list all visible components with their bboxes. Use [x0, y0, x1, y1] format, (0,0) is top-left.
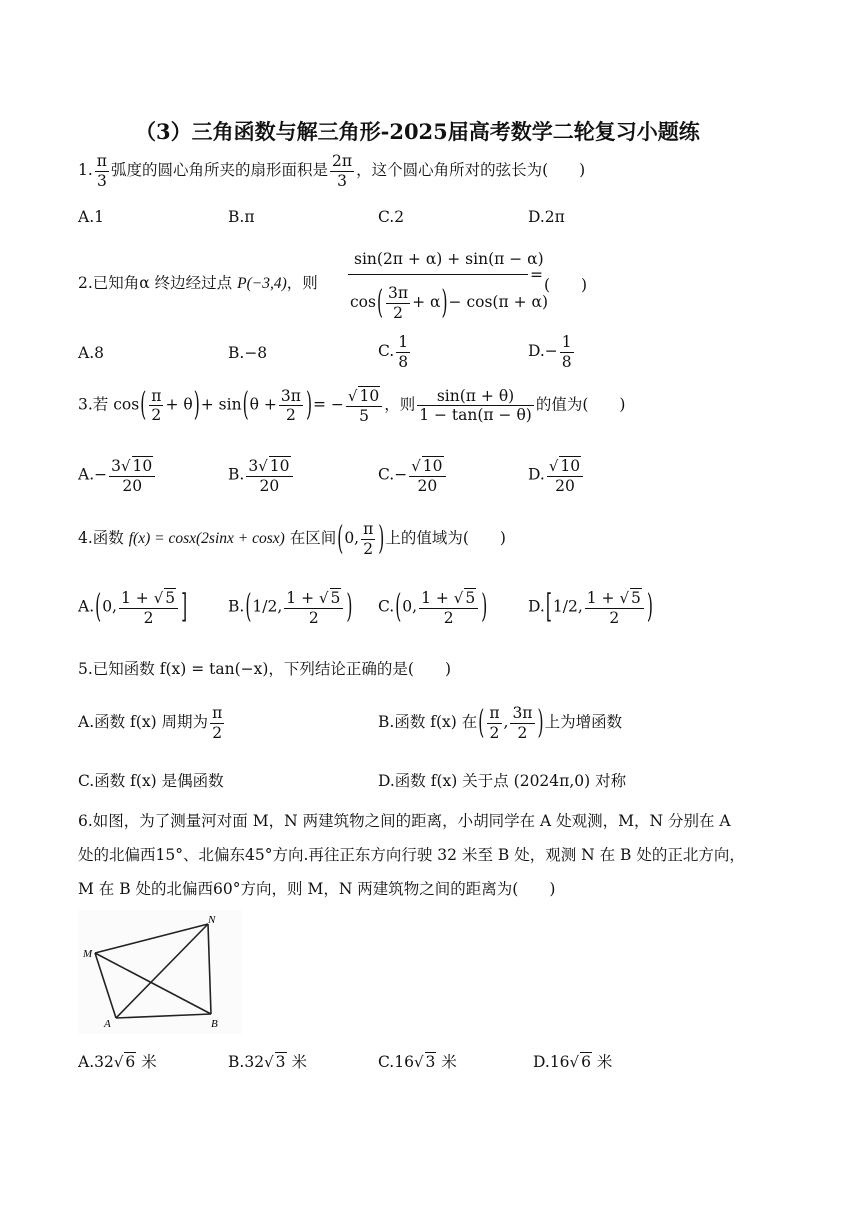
question-6-line-3: M 在 B 处的北偏西60°方向，则 M，N 两建筑物之间的距离为( ) — [78, 880, 556, 898]
question-3-option-c: C.− $\frac{√ 10}{20}$ — [378, 456, 448, 495]
question-2-stem: 2.已知角α 终边经过点 P(−3,4)，则 — [78, 274, 318, 292]
question-6-line-2: 处的北偏西15°、北偏东45°方向.再往正东方向行驶 32 米至 B 处，观测 N 在 B 处的正北方向， — [78, 846, 745, 864]
question-3-option-d: D. $\frac{√ 10}{20}$ — [528, 456, 585, 495]
question-6-option-a: A.32√ 6 米 — [78, 1053, 157, 1071]
question-6-option-c: C.16√ 3 米 — [378, 1053, 457, 1071]
question-6-option-d: D.16√ 6 米 — [533, 1053, 613, 1071]
question-5-option-d: D.函数 f(x) 关于点 (2024π,0) 对称 — [378, 772, 627, 790]
question-4-stem: 4.函数 f(x) = cosx(2sinx + cosx) 在区间(0, $\frac{\pi}{2}$ )上的值域为( ) — [78, 519, 506, 558]
question-2-option-b: B.−8 — [228, 344, 268, 362]
question-4-option-d: D.[1/2, $\frac{1 + √ 5}{2}$ ) — [528, 588, 653, 627]
fraction: $\frac{2\pi}{3}$ — [332, 152, 353, 190]
question-6-line-1: 6.如图，为了测量河对面 M，N 两建筑物之间的距离，小胡同学在 A 处观测，M，N 分别在 A — [78, 812, 731, 830]
question-6-figure — [78, 910, 242, 1034]
fraction-bar — [348, 274, 528, 275]
question-5-option-c: C.函数 f(x) 是偶函数 — [78, 772, 224, 790]
question-2-numerator: sin(2π + α) + sin(π − α) — [354, 250, 544, 268]
question-3-option-b: B. $\frac{3√ 10}{20}$ — [228, 456, 295, 495]
question-3-option-a: A.− $\frac{3√ 10}{20}$ — [78, 456, 157, 495]
equals-sign: = — [530, 266, 543, 284]
point-n-label: N — [208, 914, 216, 926]
page-title: （3）三角函数与解三角形-2025届高考数学二轮复习小题练 — [135, 119, 700, 144]
question-1-option-b: B.π — [228, 208, 255, 226]
question-1-option-d: D.2π — [528, 208, 565, 226]
question-1-stem: 1. $\frac{\pi}{3}$ 弧度的圆心角所夹的扇形面积是 $\frac{2\pi}{3}$ ，这个圆心角所对的弦长为( ) — [78, 152, 586, 190]
question-6-option-b: B.32√ 3 米 — [228, 1053, 307, 1071]
question-5-option-a: A.函数 f(x) 周期为 $\frac{\pi}{2}$ — [78, 704, 223, 742]
question-3-stem: 3.若 cos( $\frac{\pi}{2}$ + θ)+ sin(θ + $\frac{3\pi}{2}$ )= − $\frac{√ 10}{5}$ ，则 $\frac{\sin(\pi + \theta)}{1 - \tan(\pi - \theta)}$ 的值为( ) — [78, 386, 626, 425]
answer-blank: ( ) — [544, 276, 588, 294]
question-2-denominator: cos( $\frac{3\pi}{2}$ + α)− cos(π + α) — [350, 283, 549, 322]
question-4-option-b: B.(1/2, $\frac{1 + √ 5}{2}$ ) — [228, 588, 353, 627]
point-m-label: M — [83, 948, 93, 960]
question-4-option-a: A.(0, $\frac{1 + √ 5}{2}$ ] — [78, 588, 188, 627]
question-5-stem: 5.已知函数 f(x) = tan(−x)，下列结论正确的是( ) — [78, 660, 452, 678]
question-2-option-a: A.8 — [78, 344, 104, 362]
point-a-label: A — [104, 1018, 111, 1030]
fraction: $\frac{\pi}{3}$ — [96, 152, 107, 190]
point-b-label: B — [211, 1018, 218, 1030]
question-1-option-a: A.1 — [78, 208, 104, 226]
question-4-option-c: C.(0, $\frac{1 + √ 5}{2}$ ) — [378, 588, 488, 627]
question-5-option-b: B.函数 f(x) 在( $\frac{\pi}{2}$ , $\frac{3\pi}{2}$ )上为增函数 — [378, 703, 623, 742]
question-2-option-c: C. $\frac{1}{8}$ — [378, 333, 409, 371]
question-2-option-d: D.− $\frac{1}{8}$ — [528, 333, 572, 371]
question-1-option-c: C.2 — [378, 208, 405, 226]
